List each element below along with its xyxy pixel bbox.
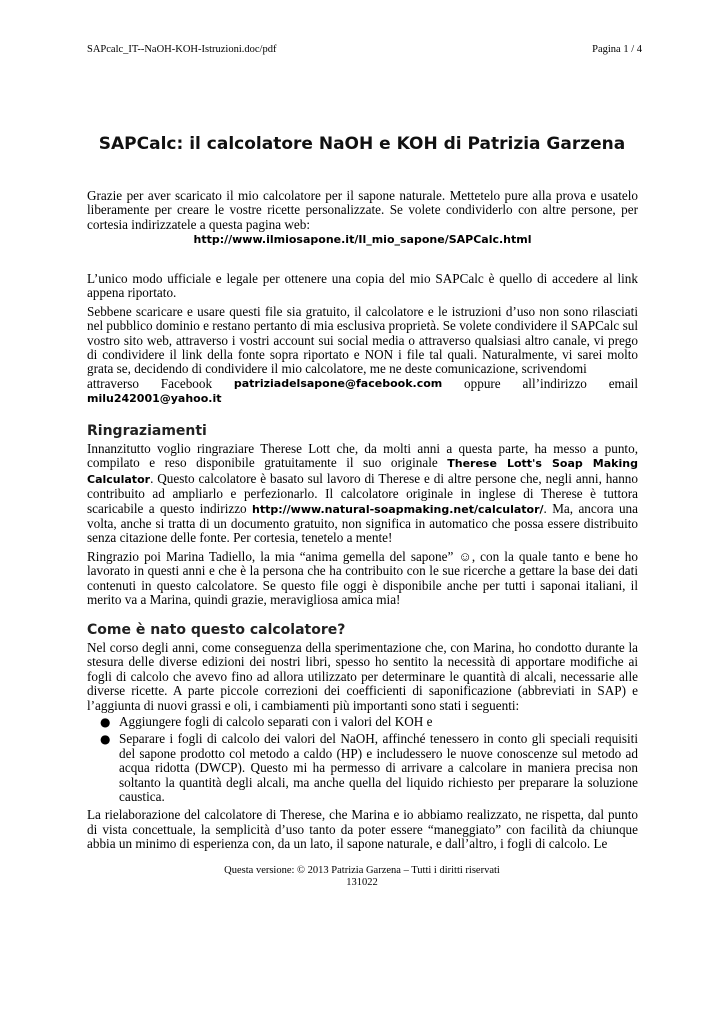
therese-calculator-url[interactable]: http://www.natural-soapmaking.net/calculator/ [252,502,544,516]
intro-paragraph-2: L’unico modo ufficiale e legale per ottenere una copia del mio SAPCalc è quello di accedere al link appena riportato. [87,271,638,301]
header-page-number: Pagina 1 / 4 [592,44,642,55]
ringraziamenti-paragraph-2: Ringrazio poi Marina Tadiello, la mia “anima gemella del sapone” ☺, con la quale tanto e bene ho lavorato in questi anni e che è la persona che ha contribuito con le sue ricerche a gettare la base dei dati contenuti in questo calcolatore. Se questo file oggi è disponibile anche per tutti i saponai italiani, il merito va a Marina, quindi grazie, meravigliosa amica mia! [87,548,638,608]
apple-bullet-icon: ● [100,732,111,747]
header-filename: SAPcalc_IT--NaOH-KOH-Istruzioni.doc/pdf [87,44,277,55]
page-footer [0,865,724,889]
list-item: ● Separare i fogli di calcolo dei valori del NaOH, affinché tenessero in conto gli speciali requisiti del sapone prodotto col metodo a caldo (HP) e includessero le nuove conoscenze sul metodo ad acqua ridotta (DWCP). Questo mi ha permesso di arrivare a calcolare in maniera precisa non soltanto la quantità degli alcali, ma anche quella del liquido richiesto per preparare la soluzione caustica. [100,731,638,805]
page-header [87,44,642,55]
intro-paragraph-3: Sebbene scaricare e usare questi file sia gratuito, il calcolatore e le istruzioni d’uso non sono rilasciati nel pubblico dominio e restano pertanto di mia esclusiva proprietà. Se volete condividere il SAPCalc sul vostro sito web, attraverso i vostri account sui social media o attraverso qualsiasi altro canale, vi prego di condividere il link della fonte sopra riportato e NON i file tal quali. Naturalmente, vi sarei molto grata se, decidendo di condividere il mio calcolatore, me ne deste comunicazione, scrivendomi [87,303,638,377]
ringraziamenti-section [87,423,638,607]
apple-bullet-icon: ● [100,715,111,730]
email-contact-line [87,391,638,406]
ringraziamenti-heading: Ringraziamenti [87,423,207,439]
facebook-contact[interactable]: patriziadelsapone@facebook.com [233,376,443,390]
ringraziamenti-paragraph-1: Innanzitutto voglio ringraziare Therese Lott che, da molti anni a questa parte, ha messo a punto, compilato e reso disponibile gratuitamente il suo originale Therese Lott's Soap Making Calculator. Questo calcolatore è basato sul lavoro di Therese e di altre persone che, negli anni, hanno contribuito ad ampliarlo e perfezionarlo. Il calcolatore originale in inglese di Therese è tuttora scaricabile a questo indirizzo http://www.natural-soapmaking.net/calculator/. Ma, ancora una volta, anche si tratta di un documento gratuito, non significa in automatico che possa essere distribuito senza citazione delle fonte. Per cortesia, tenetelo a mente! [87,441,638,546]
document-title: SAPCalc: il calcolatore NaOH e KOH di Patrizia Garzena [98,134,626,154]
footer-copyright: Questa versione: © 2013 Patrizia Garzena – Tutti i diritti riservati [224,865,500,876]
intro-section-2 [87,272,638,407]
contact-line: attraverso Facebook patriziadelsapone@facebook.com oppure all’indirizzo email [87,375,638,391]
come-paragraph-1: Nel corso degli anni, come conseguenza della sperimentazione che, con Marina, ho condotto durante la stesura delle diverse edizioni dei nostri libri, spesso ho sentito la necessità di apportare modifiche ai fogli di calcolo che avevo fino ad allora utilizzato per determinare le quantità di alcali, necessarie alle diverse ricette. A parte piccole correzioni dei coefficienti di saponificazione (abbreviati in SAP) e l’aggiunta di nuovi grassi e oli, i cambiamenti più importanti sono stati i seguenti: [87,640,638,713]
come-bullet-list [87,715,638,804]
list-item: ● Aggiungere fogli di calcolo separati con i valori del KOH e [100,714,433,730]
come-heading: Come è nato questo calcolatore? [87,622,346,638]
come-section [87,622,638,852]
intro-section [87,189,638,248]
intro-paragraph-1: Grazie per aver scaricato il mio calcolatore per il sapone naturale. Mettetelo pure alla prova e usatelo liberamente per creare le vostre ricette personalizzate. Se volete condividerlo con altre persone, per cortesia indirizzatele a questa pagina web: [87,188,638,232]
footer-version: 131022 [346,877,378,888]
email-contact[interactable]: milu242001@yahoo.it [87,392,222,406]
come-paragraph-2: La rielaborazione del calcolatore di Therese, che Marina e io abbiamo realizzato, ne rispetta, dal punto di vista concettuale, la semplicità d’uso tanto da poter essere “maneggiato” con facilità da chiunque abbia un minimo di esperienza con, da un lato, il sapone naturale, e dall’altro, i fogli di calcolo. Le [87,807,638,852]
therese-calculator-name: Therese Lott's Soap Making Calculator [87,457,638,486]
download-url[interactable]: http://www.ilmiosapone.it/Il_mio_sapone/SAPCalc.html [193,233,532,247]
